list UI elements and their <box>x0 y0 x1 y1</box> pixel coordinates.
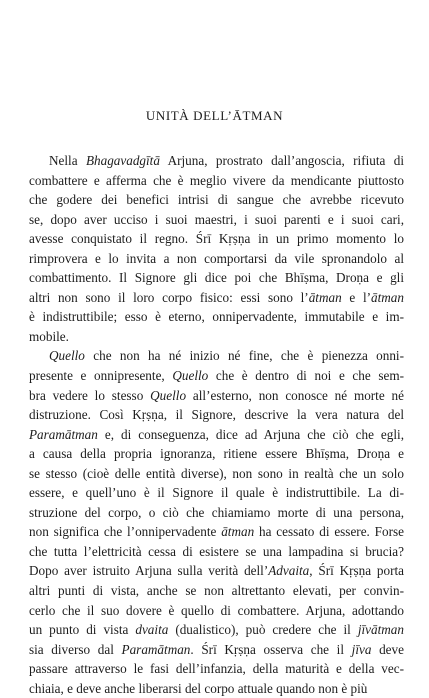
text-run: . Śrī Kṛṣṇa osserva che il <box>190 641 352 657</box>
italic-term: Quello <box>49 348 85 364</box>
italic-term: ātman <box>221 524 255 540</box>
text-line <box>29 210 404 230</box>
text-run: non significa che l’onnipervadente <box>29 524 222 540</box>
text-run: che tutta l’elettricità cessa di esistere se una lampadina si brucia? <box>29 543 404 559</box>
text-line <box>29 171 404 191</box>
text-run: sia diverso dal <box>29 641 122 657</box>
text-line <box>29 522 404 542</box>
text-run: bra vedere lo stesso <box>29 387 151 403</box>
italic-term: Advaita <box>268 563 310 579</box>
text-run: se, dopo aver ucciso i suoi maestri, i suoi parenti e i suoi cari, <box>29 211 404 227</box>
italic-term: Bhagavadgītā <box>85 153 160 168</box>
text-run: Nella <box>49 153 86 168</box>
italic-term: ātman <box>371 289 404 305</box>
italic-term: dvaita <box>135 622 169 638</box>
text-run: Arjuna, prostrato dall’angoscia, rifiuta di <box>159 153 404 168</box>
text-line <box>29 190 404 210</box>
text-line <box>29 581 404 601</box>
text-run: combattimento. Il Signore gli dice poi che Bhīṣma, Droṇa e gli <box>29 270 404 286</box>
text-line <box>29 229 404 249</box>
text-run: chiaia, e deve anche liberarsi del corpo attuale quando non è più <box>29 680 368 696</box>
text-run: passare attraverso le fasi dell’infanzia, della maturità e della vec- <box>29 661 404 677</box>
text-run: Dopo aver istruito Arjuna sulla verità dell’ <box>29 563 269 579</box>
text-line <box>29 464 404 484</box>
text-line <box>29 483 404 503</box>
text-line <box>29 561 404 581</box>
text-line <box>29 640 404 660</box>
text-line <box>29 386 404 406</box>
text-run: che è dentro di noi e che sem- <box>208 368 404 384</box>
text-run: se stesso (cioè delle entità diverse), non sono in realtà che un solo <box>29 465 404 481</box>
text-run: a causa della propria ignoranza, ritiene essere Bhīṣma, Droṇa e <box>29 446 404 462</box>
text-run: , Śrī Kṛṣṇa porta <box>309 563 404 579</box>
text-run: e, di conseguenza, dice ad Arjuna che ciò che egli, <box>97 426 404 442</box>
text-line <box>29 366 404 386</box>
text-line <box>29 151 404 171</box>
body-text <box>29 151 404 698</box>
text-run: che non ha né inizio né fine, che è pienezza onni- <box>84 348 404 364</box>
text-line <box>29 444 404 464</box>
italic-term: jīvātman <box>357 622 404 638</box>
text-line <box>29 307 404 327</box>
text-run: e l’ <box>341 289 372 305</box>
text-run: rimprovera e lo invita a non comportarsi da vile spronandolo al <box>29 250 404 266</box>
italic-term: Paramātman <box>29 426 98 442</box>
text-run: essere, e quell’uno è il Signore il quale è indistruttibile. La di- <box>29 485 404 501</box>
text-line <box>29 542 404 562</box>
text-run: deve <box>371 641 404 657</box>
text-run: presente e onnipresente, <box>29 368 173 384</box>
text-run: ha cessato di essere. Forse <box>254 524 404 540</box>
text-line <box>29 249 404 269</box>
italic-term: jīva <box>351 641 372 657</box>
text-run: combattere e afferma che è meglio vivere da mendicante piuttosto <box>29 172 404 188</box>
text-run: che godere dei benefici intrisi di sangue che avrebbe ricevuto <box>29 192 404 208</box>
text-run: avesse conquistato il regno. Śrī Kṛṣṇa in un primo momento lo <box>29 231 404 247</box>
chapter-title: UNITÀ DELL’ĀTMAN <box>145 108 284 123</box>
italic-term: Quello <box>172 368 209 384</box>
text-line <box>29 405 404 425</box>
text-line <box>29 679 404 698</box>
text-line <box>29 346 404 366</box>
text-line <box>29 620 404 640</box>
text-run: (dualistico), può credere che il <box>168 622 358 638</box>
text-run: un punto di vista <box>29 622 136 638</box>
text-line <box>29 601 404 621</box>
text-line <box>29 425 404 445</box>
text-line <box>29 503 404 523</box>
text-run: distruzione. Così Kṛṣṇa, il Signore, descrive la vera natura del <box>29 407 404 423</box>
text-run: altri punti di vista, anche se non altrettanto elevati, per convin- <box>29 583 404 599</box>
text-run: mobile. <box>29 328 69 344</box>
text-run: è indistruttibile; esso è eterno, onnipervadente, immutabile e im- <box>29 309 404 325</box>
text-line <box>29 327 404 347</box>
text-line <box>29 268 404 288</box>
italic-term: ātman <box>308 289 342 305</box>
italic-term: Quello <box>150 387 187 403</box>
text-run: cerlo che il suo dovere è quello di combattere. Arjuna, adottando <box>29 602 404 618</box>
italic-term: Paramātman <box>121 641 191 657</box>
text-line <box>29 659 404 679</box>
text-run: altri non sono il loro corpo fisico: essi sono l’ <box>29 289 309 305</box>
text-run: struzione del corpo, o ciò che chiamiamo morte di una persona, <box>29 504 404 520</box>
text-run: all’esterno, non conosce né morte né <box>186 387 404 403</box>
text-line <box>29 288 404 308</box>
